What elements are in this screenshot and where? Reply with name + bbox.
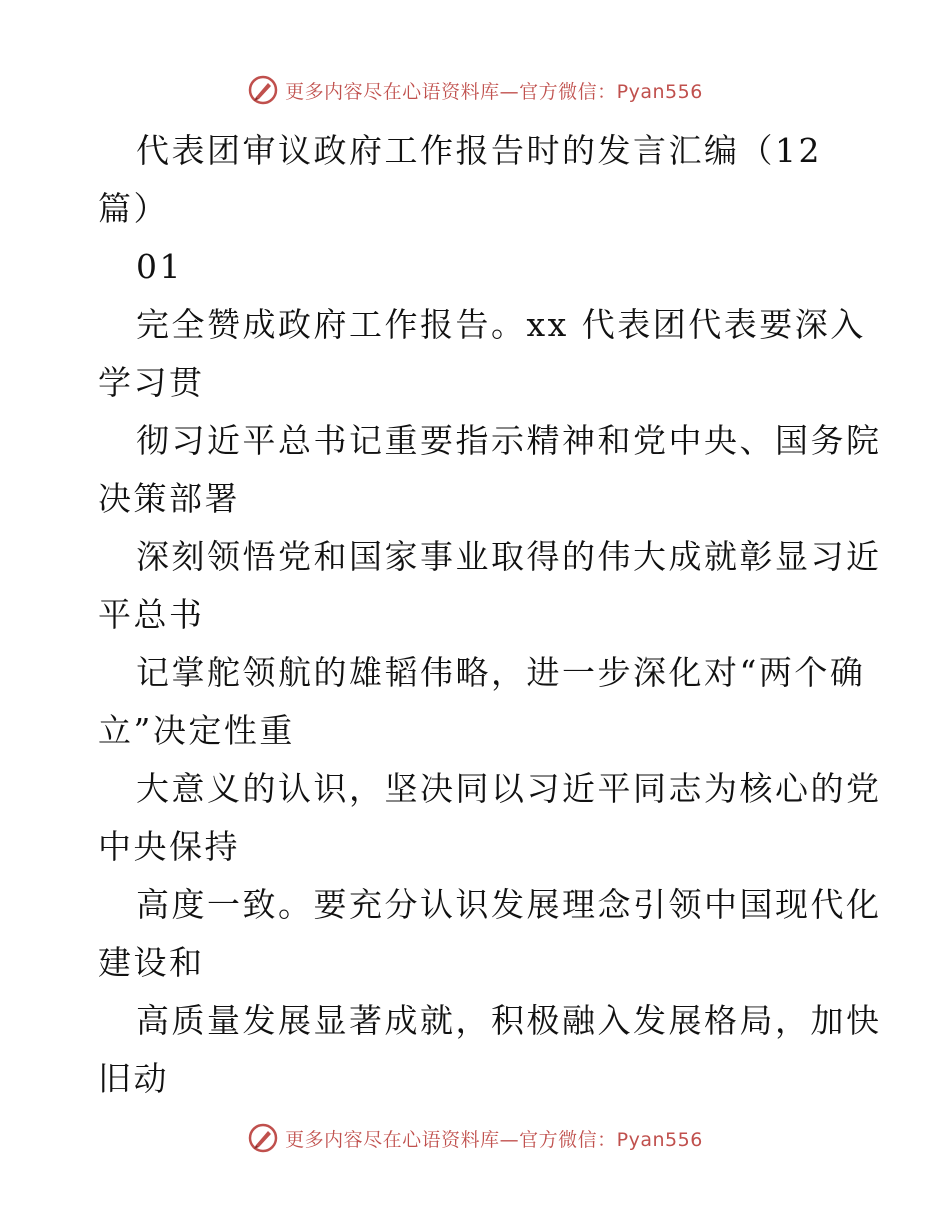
text-line: 中央保持 (98, 827, 240, 866)
text-line: 立”决定性重 (98, 711, 295, 750)
text-line: 高质量发展显著成就，积极融入发展格局，加快 (136, 1001, 882, 1040)
text-line: 代表团审议政府工作报告时的发言汇编（12 (136, 131, 822, 170)
header-watermark (0, 70, 950, 110)
text-line: 平总书 (98, 595, 205, 634)
text-line: 记掌舵领航的雄韬伟略，进一步深化对“两个确 (136, 653, 866, 692)
text-line: 旧动 (98, 1059, 169, 1098)
pen-logo-icon (247, 74, 279, 106)
text-line: 彻习近平总书记重要指示精神和党中央、国务院 (136, 421, 882, 460)
text-line: 学习贯 (98, 363, 205, 402)
text-line: 完全赞成政府工作报告。xx 代表团代表要深入 (136, 305, 866, 344)
watermark-text: 更多内容尽在心语资料库—官方微信：Pyan556 (285, 1128, 703, 1151)
text-line: 建设和 (98, 943, 205, 982)
document-body (98, 122, 882, 1108)
text-line: 大意义的认识，坚决同以习近平同志为核心的党 (136, 769, 882, 808)
footer-watermark (0, 1118, 950, 1158)
text-line: 高度一致。要充分认识发展理念引领中国现代化 (136, 885, 882, 924)
text-line: 决策部署 (98, 479, 240, 518)
text-line: 01 (136, 247, 183, 286)
text-line: 深刻领悟党和国家事业取得的伟大成就彰显习近 (136, 537, 882, 576)
pen-logo-icon (247, 1122, 279, 1154)
text-line: 篇） (98, 189, 169, 228)
watermark-text: 更多内容尽在心语资料库—官方微信：Pyan556 (285, 80, 703, 103)
